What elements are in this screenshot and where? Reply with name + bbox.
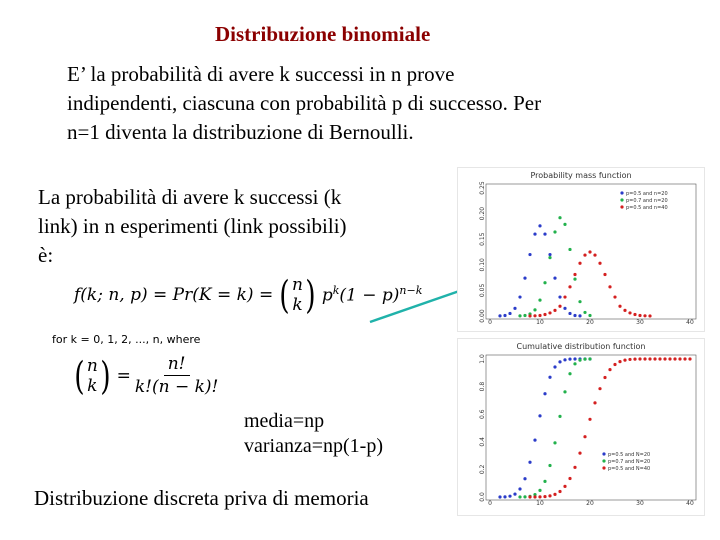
data-point bbox=[513, 307, 516, 310]
data-point bbox=[688, 357, 691, 360]
lead-line: La probabilità di avere k successi (k bbox=[38, 185, 342, 209]
data-point bbox=[528, 461, 531, 464]
data-point bbox=[533, 439, 536, 442]
data-point bbox=[543, 392, 546, 395]
data-point bbox=[508, 495, 511, 498]
lead-line: è: bbox=[38, 243, 54, 267]
pmf-chart bbox=[457, 167, 705, 332]
data-point bbox=[538, 495, 541, 498]
data-point bbox=[643, 314, 646, 317]
legend-swatch bbox=[620, 205, 623, 208]
data-point bbox=[538, 314, 541, 317]
y-tick-label: 0.25 bbox=[479, 181, 486, 195]
data-point bbox=[543, 480, 546, 483]
data-point bbox=[563, 390, 566, 393]
data-point bbox=[518, 314, 521, 317]
data-point bbox=[573, 362, 576, 365]
x-tick-label: 10 bbox=[536, 500, 544, 507]
data-point bbox=[513, 493, 516, 496]
x-tick-label: 30 bbox=[636, 319, 644, 326]
data-point bbox=[623, 309, 626, 312]
data-point bbox=[638, 357, 641, 360]
equals-sign: = bbox=[116, 365, 131, 386]
data-point bbox=[573, 357, 576, 360]
y-tick-label: 1.0 bbox=[479, 354, 486, 364]
data-point bbox=[563, 223, 566, 226]
x-tick-label: 40 bbox=[686, 500, 694, 507]
binomial-coefficient: ( n k ) bbox=[279, 273, 316, 317]
y-tick-label: 0.10 bbox=[479, 258, 486, 272]
legend-entry: p=0.5 and N=40 bbox=[608, 466, 651, 472]
binomial-fraction bbox=[135, 353, 219, 398]
intro-paragraph bbox=[67, 60, 627, 147]
legend-swatch bbox=[602, 466, 605, 469]
data-point bbox=[558, 360, 561, 363]
data-point bbox=[543, 232, 546, 235]
data-point bbox=[583, 311, 586, 314]
data-point bbox=[583, 358, 586, 361]
data-point bbox=[568, 312, 571, 315]
x-tick-label: 0 bbox=[488, 319, 492, 326]
data-point bbox=[683, 357, 686, 360]
data-point bbox=[623, 359, 626, 362]
data-point bbox=[643, 357, 646, 360]
formula-rhs: $p^k(1 - p)^{n-k}$ bbox=[321, 284, 423, 306]
data-point bbox=[668, 357, 671, 360]
variance-text: varianza=np(1-p) bbox=[244, 435, 383, 457]
x-tick-label: 0 bbox=[488, 500, 492, 507]
data-point bbox=[523, 495, 526, 498]
data-point bbox=[548, 256, 551, 259]
y-tick-label: 0.2 bbox=[479, 464, 486, 475]
data-point bbox=[628, 311, 631, 314]
data-point bbox=[658, 357, 661, 360]
data-point bbox=[553, 365, 556, 368]
statistics bbox=[244, 409, 383, 459]
binom-top: n bbox=[86, 355, 98, 376]
data-point bbox=[673, 357, 676, 360]
data-point bbox=[558, 216, 561, 219]
data-point bbox=[543, 281, 546, 284]
formula-lhs: f(k; n, p) = Pr(K = k) = bbox=[74, 285, 274, 305]
data-point bbox=[568, 358, 571, 361]
legend-swatch bbox=[602, 459, 605, 462]
data-point bbox=[578, 300, 581, 303]
legend-entry: p=0.5 and n=40 bbox=[626, 205, 668, 211]
data-point bbox=[568, 477, 571, 480]
data-point bbox=[603, 273, 606, 276]
cdf-chart bbox=[457, 338, 705, 516]
data-point bbox=[573, 466, 576, 469]
data-point bbox=[533, 232, 536, 235]
data-point bbox=[588, 418, 591, 421]
chart-title: Probability mass function bbox=[530, 171, 632, 180]
data-point bbox=[633, 358, 636, 361]
data-point bbox=[518, 295, 521, 298]
y-tick-label: 0.8 bbox=[479, 381, 486, 392]
intro-line: indipendenti, ciascuna con probabilità p di successo. Per bbox=[67, 91, 542, 115]
data-point bbox=[538, 299, 541, 302]
legend-entry: p=0.7 and N=20 bbox=[608, 459, 651, 465]
legend-entry: p=0.5 and N=20 bbox=[608, 452, 651, 458]
data-point bbox=[663, 357, 666, 360]
data-point bbox=[553, 277, 556, 280]
chart-legend bbox=[626, 191, 668, 211]
data-point bbox=[563, 307, 566, 310]
y-tick-label: 0.15 bbox=[479, 232, 486, 246]
x-tick-label: 20 bbox=[586, 500, 594, 507]
data-point bbox=[598, 387, 601, 390]
binom-top: n bbox=[292, 275, 303, 295]
plot-frame bbox=[486, 355, 696, 500]
x-tick-label: 40 bbox=[686, 319, 694, 326]
data-point bbox=[548, 253, 551, 256]
data-point bbox=[528, 253, 531, 256]
mean-text: media=np bbox=[244, 410, 325, 432]
data-point bbox=[593, 401, 596, 404]
data-point bbox=[578, 452, 581, 455]
data-point bbox=[573, 273, 576, 276]
data-point bbox=[578, 359, 581, 362]
chart-title: Cumulative distribution function bbox=[516, 342, 646, 351]
legend-swatch bbox=[620, 198, 623, 201]
legend-swatch bbox=[602, 452, 605, 455]
fraction-denominator: k!(n − k)! bbox=[134, 377, 219, 397]
lead-paragraph bbox=[38, 183, 418, 270]
y-tick-label: 0.0 bbox=[479, 492, 486, 502]
data-point bbox=[553, 493, 556, 496]
legend-swatch bbox=[620, 191, 623, 194]
y-tick-label: 0.6 bbox=[479, 409, 486, 419]
data-point bbox=[648, 314, 651, 317]
data-point bbox=[538, 224, 541, 227]
data-point bbox=[498, 495, 501, 498]
data-point bbox=[558, 295, 561, 298]
data-point bbox=[613, 295, 616, 298]
chart-legend bbox=[608, 452, 650, 472]
data-point bbox=[628, 358, 631, 361]
data-point bbox=[518, 495, 521, 498]
y-tick-label: 0.00 bbox=[479, 309, 486, 323]
data-point bbox=[548, 311, 551, 314]
data-point bbox=[563, 358, 566, 361]
data-point bbox=[503, 495, 506, 498]
data-point bbox=[538, 489, 541, 492]
data-point bbox=[578, 262, 581, 265]
data-point bbox=[563, 295, 566, 298]
x-tick-label: 10 bbox=[536, 319, 544, 326]
data-point bbox=[568, 372, 571, 375]
data-point bbox=[508, 312, 511, 315]
data-point bbox=[498, 314, 501, 317]
data-point bbox=[598, 262, 601, 265]
footer-text: Distribuzione discreta priva di memoria bbox=[34, 486, 369, 510]
intro-line: n=1 diventa la distribuzione di Bernoulli. bbox=[67, 120, 414, 144]
data-point bbox=[578, 314, 581, 317]
legend-entry: p=0.7 and n=20 bbox=[626, 198, 668, 204]
y-tick-label: 0.4 bbox=[479, 437, 486, 447]
data-point bbox=[563, 485, 566, 488]
data-point bbox=[638, 314, 641, 317]
data-point bbox=[583, 435, 586, 438]
binomial-definition bbox=[72, 353, 218, 398]
data-point bbox=[568, 248, 571, 251]
data-point bbox=[533, 495, 536, 498]
data-point bbox=[633, 313, 636, 316]
data-point bbox=[558, 415, 561, 418]
data-point bbox=[588, 357, 591, 360]
data-point bbox=[573, 314, 576, 317]
data-point bbox=[543, 313, 546, 316]
data-point bbox=[613, 363, 616, 366]
data-point bbox=[648, 357, 651, 360]
data-point bbox=[553, 309, 556, 312]
data-point bbox=[608, 368, 611, 371]
formula-condition: for k = 0, 1, 2, ..., n, where bbox=[52, 333, 201, 346]
data-point bbox=[678, 357, 681, 360]
legend-entry: p=0.5 and n=20 bbox=[626, 191, 668, 197]
data-point bbox=[618, 360, 621, 363]
data-point bbox=[593, 253, 596, 256]
data-point bbox=[548, 464, 551, 467]
data-point bbox=[588, 314, 591, 317]
y-tick-label: 0.05 bbox=[479, 283, 486, 298]
data-point bbox=[533, 314, 536, 317]
data-point bbox=[543, 495, 546, 498]
data-point bbox=[503, 314, 506, 317]
binom-bottom: k bbox=[292, 295, 303, 315]
data-point bbox=[558, 490, 561, 493]
data-point bbox=[538, 414, 541, 417]
slide-title: Distribuzione binomiale bbox=[215, 22, 431, 46]
data-point bbox=[523, 277, 526, 280]
data-point bbox=[528, 495, 531, 498]
x-tick-label: 30 bbox=[636, 500, 644, 507]
data-point bbox=[528, 314, 531, 317]
data-point bbox=[518, 487, 521, 490]
data-point bbox=[553, 230, 556, 233]
data-point bbox=[588, 250, 591, 253]
data-point bbox=[548, 376, 551, 379]
data-point bbox=[618, 305, 621, 308]
data-point bbox=[523, 477, 526, 480]
binom-bottom: k bbox=[87, 375, 98, 396]
lead-line: link) in n esperimenti (link possibili) bbox=[38, 214, 347, 238]
data-point bbox=[548, 494, 551, 497]
data-point bbox=[603, 376, 606, 379]
data-point bbox=[533, 308, 536, 311]
data-point bbox=[608, 285, 611, 288]
binomial-coefficient: ( n k ) bbox=[74, 353, 111, 398]
intro-line: E’ la probabilità di avere k successi in n prove bbox=[67, 62, 455, 86]
x-tick-label: 20 bbox=[586, 319, 594, 326]
fraction-numerator: n! bbox=[164, 353, 190, 376]
data-point bbox=[653, 357, 656, 360]
arrow-line bbox=[370, 288, 468, 322]
data-point bbox=[523, 314, 526, 317]
data-point bbox=[573, 278, 576, 281]
data-point bbox=[558, 305, 561, 308]
y-tick-label: 0.20 bbox=[479, 206, 486, 221]
data-point bbox=[553, 441, 556, 444]
data-point bbox=[583, 253, 586, 256]
data-point bbox=[568, 285, 571, 288]
